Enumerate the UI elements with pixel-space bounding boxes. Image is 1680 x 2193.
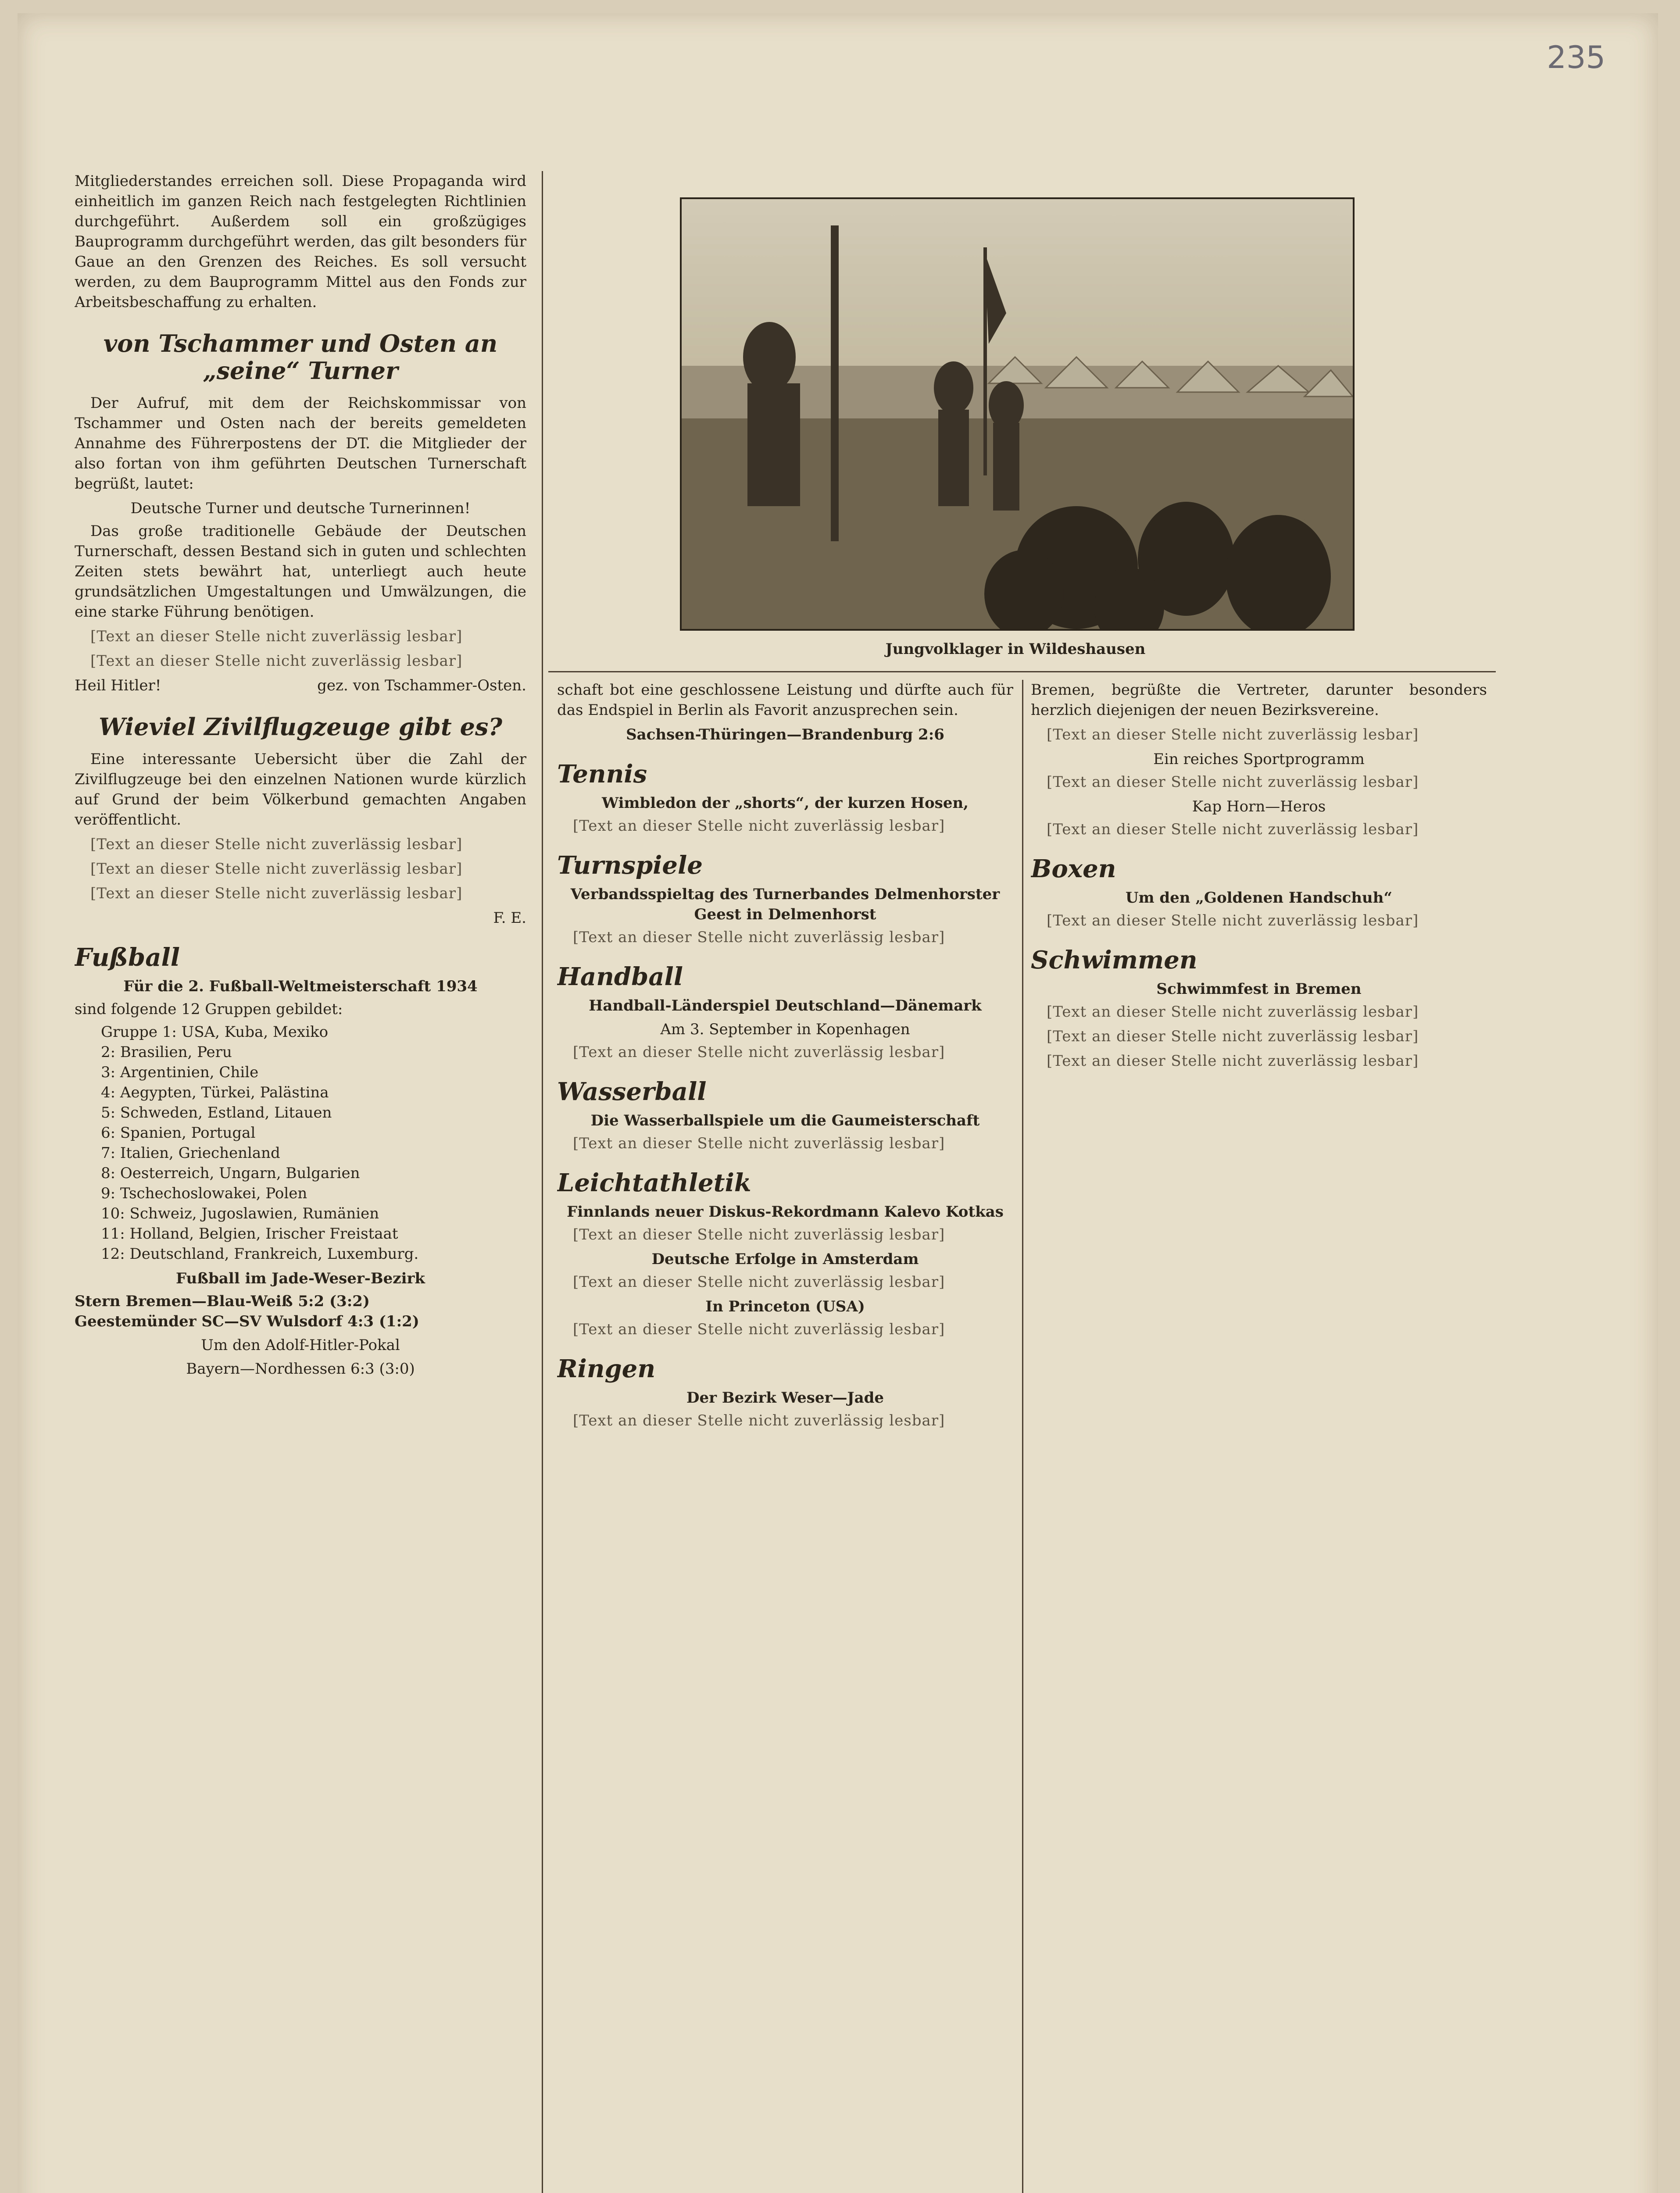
leichtathletik-sub2: Deutsche Erfolge in Amsterdam [651,1250,919,1268]
right-sub2: Kap Horn—Heros [1192,798,1326,815]
left-column [75,171,526,2193]
leichtathletik-placeholder: [Text an dieser Stelle nicht zuverlässig lesbar] [573,1226,945,1243]
handball-sub: Handball-Länderspiel Deutschland—Dänemark [589,997,982,1014]
football-lead: sind folgende 12 Gruppen gebildet: [75,1000,343,1018]
right-sub1: Ein reiches Sportprogramm [1153,750,1365,768]
schwimmen-sub: Schwimmfest in Bremen [1156,980,1362,998]
turnspiele-placeholder: [Text an dieser Stelle nicht zuverlässig lesbar] [573,929,945,946]
result-3: Bayern—Nordhessen 6:3 (3:0) [186,1360,415,1378]
middle-column [557,680,1013,2193]
rubric-ringen: Ringen [557,1354,656,1383]
list-item: 6: Spanien, Portugal [101,1124,256,1142]
article2-body: Eine interessante Uebersicht über die Zahl der Zivilflugzeuge bei den einzelnen Nationen wurde kürzlich auf Grund der beim Völkerbund gemachten Angaben veröffentlicht. [75,750,526,829]
right-column [1031,680,1487,2193]
article1-placeholder-2: [Text an dieser Stelle nicht zuverlässig lesbar] [90,652,463,670]
leichtathletik-placeholder-2: [Text an dieser Stelle nicht zuverlässig lesbar] [573,1273,945,1291]
list-item: 10: Schweiz, Jugoslawien, Rumänien [101,1205,379,1222]
tennis-sub: Wimbledon der „shorts“, der kurzen Hosen, [601,794,969,812]
ringen-placeholder: [Text an dieser Stelle nicht zuverlässig lesbar] [573,1412,945,1429]
camp-photo-image [682,199,1353,629]
rubric-turnspiele: Turnspiele [557,851,703,880]
wasserball-placeholder: [Text an dieser Stelle nicht zuverlässig lesbar] [573,1135,945,1152]
boxen-sub: Um den „Goldenen Handschuh“ [1125,889,1393,907]
football-sub: Für die 2. Fußball-Weltmeisterschaft 1934 [123,978,478,995]
article2-placeholder-2: [Text an dieser Stelle nicht zuverlässig lesbar] [90,860,463,878]
cup-title: Um den Adolf-Hitler-Pokal [201,1336,400,1354]
schwimmen-placeholder-2: [Text an dieser Stelle nicht zuverlässig lesbar] [1047,1028,1419,1045]
ringen-sub: Der Bezirk Weser—Jade [686,1389,884,1407]
football-tail: Fußball im Jade-Weser-Bezirk [176,1270,425,1287]
list-item: 8: Oesterreich, Ungarn, Bulgarien [101,1164,360,1182]
handball-placeholder: [Text an dieser Stelle nicht zuverlässig lesbar] [573,1043,945,1061]
tennis-placeholder: [Text an dieser Stelle nicht zuverlässig lesbar] [573,817,945,835]
list-item: 2: Brasilien, Peru [101,1043,232,1061]
list-item: 5: Schweden, Estland, Litauen [101,1104,332,1122]
rubric-boxen: Boxen [1031,854,1116,883]
list-item: 3: Argentinien, Chile [101,1064,259,1081]
camp-photo [680,197,1355,631]
result-1: Stern Bremen—Blau-Weiß 5:2 (3:2) [75,1293,370,1310]
photo-bottom-rule [548,671,1496,672]
article2-placeholder: [Text an dieser Stelle nicht zuverlässig lesbar] [90,836,463,853]
rubric-tennis: Tennis [557,760,647,789]
leichtathletik-placeholder-3: [Text an dieser Stelle nicht zuverlässig lesbar] [573,1321,945,1338]
article1-closing: Heil Hitler! [75,677,161,694]
leichtathletik-sub3: In Princeton (USA) [705,1298,865,1315]
page-number: 235 [1547,39,1605,75]
mid-fragment: schaft bot eine geschlossene Leistung und dürfte auch für das Endspiel in Berlin als Favorit anzusprechen sein. [557,681,1013,719]
result-2: Geestemünder SC—SV Wulsdorf 4:3 (1:2) [75,1313,419,1330]
rubric-wasserball: Wasserball [557,1077,707,1106]
article2-signature: F. E. [493,909,526,927]
right-placeholder-3: [Text an dieser Stelle nicht zuverlässig lesbar] [1047,821,1419,838]
rubric-leichtathletik: Leichtathletik [557,1168,751,1197]
article1-body: Das große traditionelle Gebäude der Deutschen Turnerschaft, dessen Bestand sich in guten und schlechten Zeiten stets bewährt hat, unterliegt auch heute grundsätzlichen Umgestaltungen und Umwälzungen, die eine starke Führung benötigen. [75,522,526,621]
list-item: Gruppe 1: USA, Kuba, Mexiko [101,1023,329,1041]
intro-fragment: Mitgliederstandes erreichen soll. Diese Propaganda wird einheitlich im ganzen Reich nach festgelegten Richtlinien durchgeführt. Außerdem soll ein großzügiges Bauprogramm durchgeführt werden, das gilt besonders für Gaue an den Grenzen des Reiches. Es soll versucht werden, zu dem Bauprogramm Mittel aus den Fonds zur Arbeitsbeschaffung zu erhalten. [75,172,526,311]
handball-date: Am 3. September in Kopenhagen [660,1021,910,1038]
rubric-handball: Handball [557,962,683,991]
right-fragment: Bremen, begrüßte die Vertreter, darunter besonders herzlich diejenigen der neuen Bezirksvereine. [1031,681,1487,719]
list-item: 11: Holland, Belgien, Irischer Freistaat [101,1225,398,1243]
list-item: 7: Italien, Griechenland [101,1144,280,1162]
boxen-placeholder: [Text an dieser Stelle nicht zuverlässig lesbar] [1047,912,1419,929]
newspaper-page [18,13,1658,2193]
list-item: 12: Deutschland, Frankreich, Luxemburg. [101,1245,419,1263]
article1-signature: gez. von Tschammer-Osten. [317,677,526,694]
rubric-schwimmen: Schwimmen [1031,946,1197,975]
column-rule-left [542,171,543,2193]
mid-fragment-result: Sachsen-Thüringen—Brandenburg 2:6 [626,726,944,743]
list-item: 9: Tschechoslowakei, Polen [101,1185,307,1202]
schwimmen-placeholder: [Text an dieser Stelle nicht zuverlässig lesbar] [1047,1003,1419,1021]
right-placeholder: [Text an dieser Stelle nicht zuverlässig lesbar] [1047,726,1419,743]
schwimmen-placeholder-3: [Text an dieser Stelle nicht zuverlässig lesbar] [1047,1052,1419,1070]
article1-salutation: Deutsche Turner und deutsche Turnerinnen! [130,500,471,517]
wasserball-sub: Die Wasserballspiele um die Gaumeisterschaft [590,1112,980,1129]
list-item: 4: Aegypten, Türkei, Palästina [101,1084,329,1101]
article2-placeholder-3: [Text an dieser Stelle nicht zuverlässig lesbar] [90,885,463,902]
article1-placeholder: [Text an dieser Stelle nicht zuverlässig lesbar] [90,628,463,645]
rubric-fussball: Fußball [75,943,180,972]
headline-tschammer: von Tschammer und Osten an „seine“ Turner [103,329,498,385]
turnspiele-sub: Verbandsspieltag des Turnerbandes Delmenhorster Geest in Delmenhorst [570,886,1000,923]
article1-lead: Der Aufruf, mit dem der Reichskommissar von Tschammer und Osten nach der bereits gemeldeten Annahme des Führerpostens der DT. die Mitglieder der also fortan von ihm geführten Deutschen Turnerschaft begrüßt, lautet: [75,394,526,493]
headline-zivilflugzeuge: Wieviel Zivilflugzeuge gibt es? [98,713,503,741]
column-rule-right [1022,680,1023,2193]
photo-caption: Jungvolklager in Wildeshausen [885,640,1146,658]
right-placeholder-2: [Text an dieser Stelle nicht zuverlässig lesbar] [1047,773,1419,791]
group-list [101,1022,526,1264]
leichtathletik-sub: Finnlands neuer Diskus-Rekordmann Kalevo Kotkas [567,1203,1004,1221]
